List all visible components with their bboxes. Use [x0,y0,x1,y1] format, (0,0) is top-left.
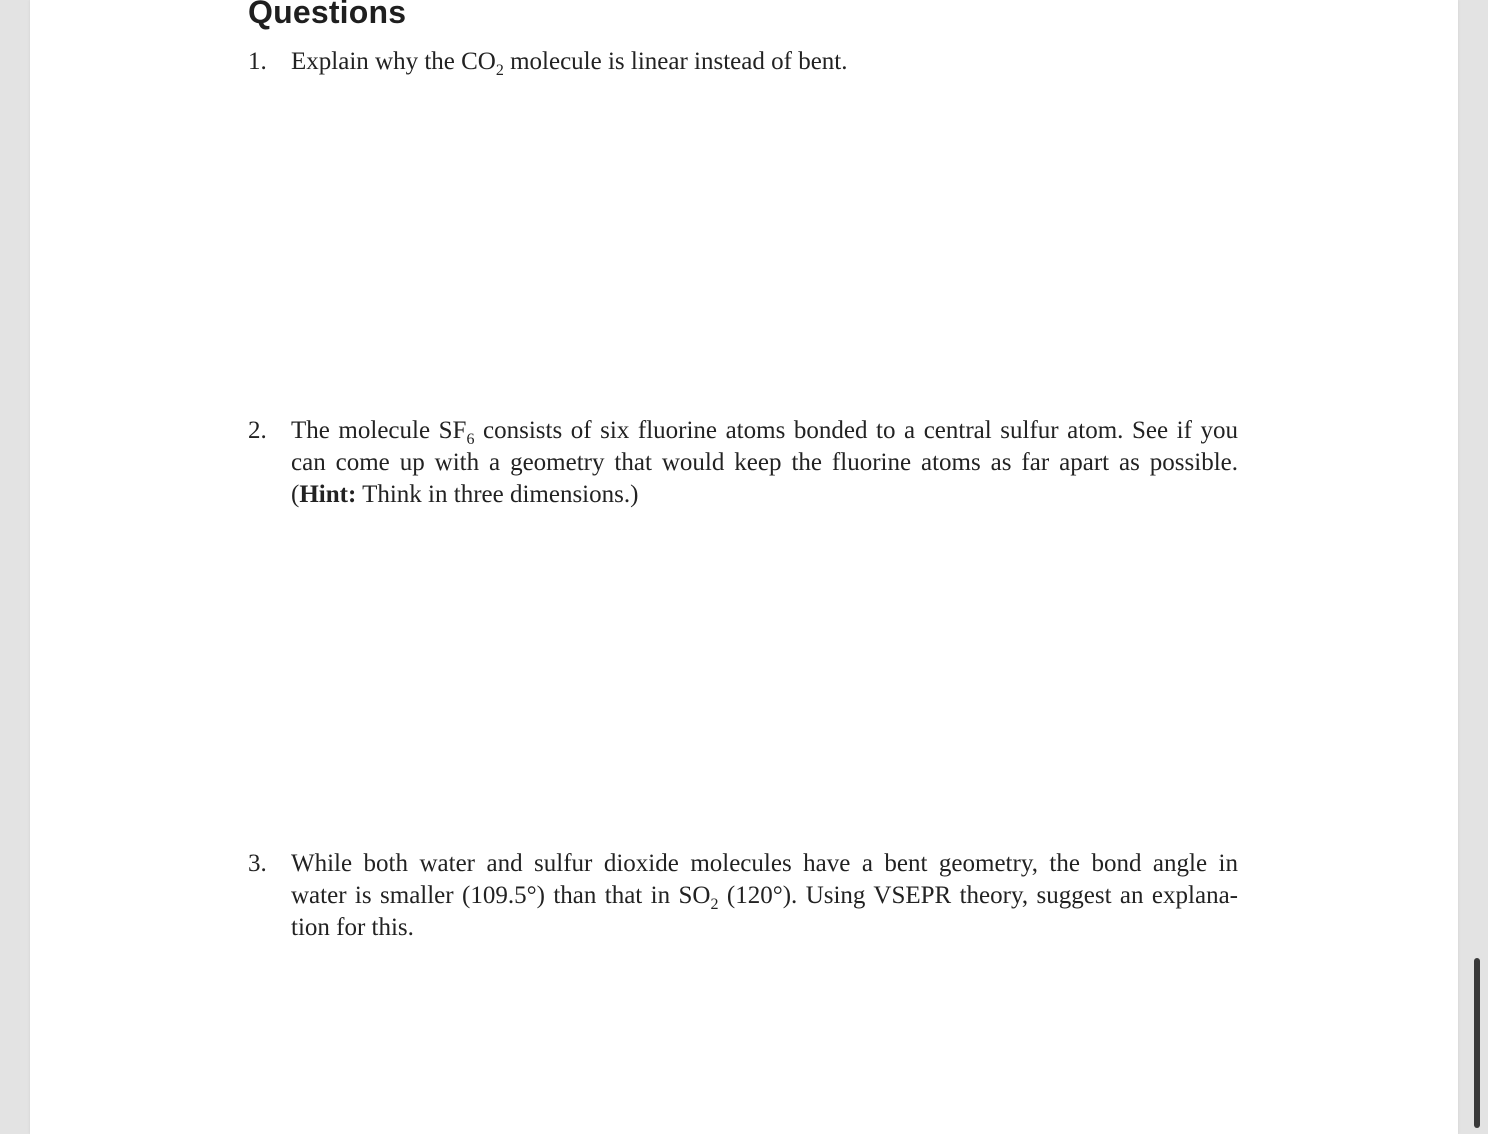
question-line: can come up with a geometry that would keep the fluorine atoms as far apart as possible. [291,449,1238,476]
question-line: tion for this. [291,914,414,941]
question-text [291,46,1238,78]
question-3 [248,848,1238,944]
page-title: Questions [248,0,407,30]
question-text [291,848,1238,944]
question-1 [248,46,1238,78]
document-page [30,0,1458,1134]
question-number: 2. [248,417,267,444]
question-line: While both water and sulfur dioxide molecules have a bent geometry, the bond angle in [291,850,1238,877]
question-2 [248,415,1238,511]
question-text [291,415,1238,511]
question-line: water is smaller (109.5°) than that in $SO_2$ (120°). Using VSEPR theory, suggest an explana- [291,882,1238,913]
hint-label: Hint: [299,481,357,508]
scrollbar-thumb[interactable] [1474,958,1480,1128]
question-line: (Hint: Think in three dimensions.) [291,481,639,508]
question-line: Explain why the $CO_2$ molecule is linear instead of bent. [291,48,848,79]
question-number: 3. [248,850,267,877]
question-line: The molecule $SF_6$ consists of six fluorine atoms bonded to a central sulfur atom. See if you [291,417,1238,448]
question-number: 1. [248,48,267,75]
